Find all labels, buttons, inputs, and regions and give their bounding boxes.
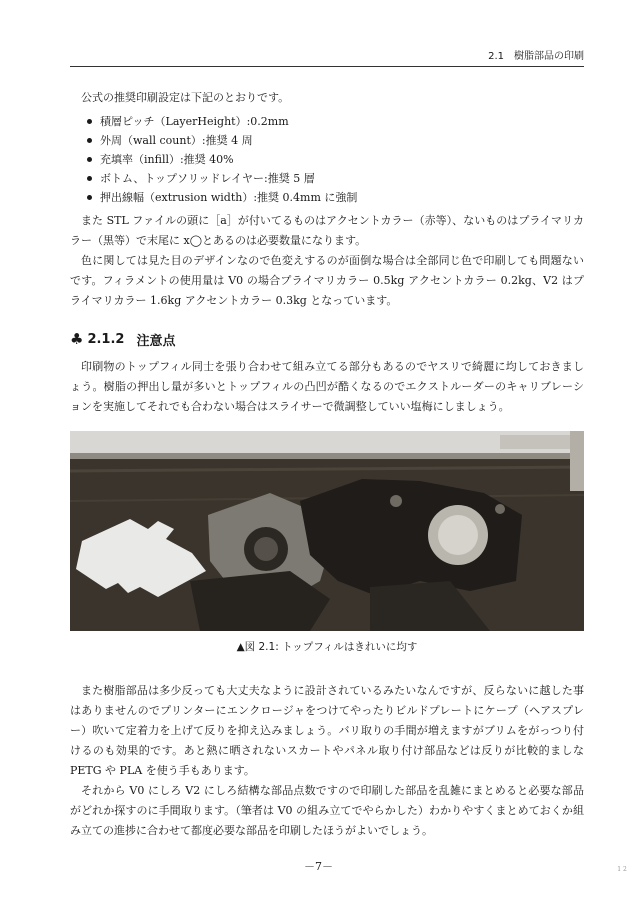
list-item: 外周（wall count）:推奨 4 周 — [86, 131, 584, 150]
paragraph-filament-usage: 色に関しては見た目のデザインなので色変えするのが面倒な場合は全部同じ色で印刷しても問題ないです。フィラメントの使用量は V0 の場合プライマリカラー 0.5kg アクセントカラー 0.2kg、V2 はプライマリカラー 1.6kg アクセントカラー 0.3kg となっています。 — [70, 254, 584, 307]
side-mark: 1 2 — [617, 866, 627, 873]
list-item: 積層ピッチ（LayerHeight）:0.2mm — [86, 112, 584, 131]
list-item: 押出線幅（extrusion width）:推奨 0.4mm に強制 — [86, 188, 584, 207]
section-heading — [70, 329, 584, 349]
paragraph-stl-naming: また STL ファイルの頭に［a］が付いてるものはアクセントカラー（赤等）、ないものはプライマリカラー（黒等）で末尾に x◯とあるのは必要数量になります。 — [70, 214, 584, 247]
paragraph-warping: また樹脂部品は多少反っても大丈夫なように設計されているみたいなんですが、反らないに越した事はありませんのでプリンターにエンクロージャをつけてやったりビルドプレートにケープ（ヘアスプレー）吹いて定着力を上げて反りを抑え込みましょう。バリ取りの手間が増えますがブリムをがっつり付けるのも効果的です。あと熱に晒されないスカートやパネル取り付け部品などは反りが比較的ましな PETG や PLA を使う手もあります。 — [70, 684, 584, 777]
club-icon: ♣ — [70, 330, 84, 348]
section-number: 2.1.2 — [87, 331, 125, 347]
figure-photo — [70, 431, 584, 631]
printed-parts-photo — [70, 431, 584, 631]
figure-caption: ▲図 2.1: トップフィルはきれいに均す — [236, 641, 418, 653]
running-header — [70, 46, 584, 67]
list-item: ボトム、トップソリッドレイヤー:推奨 5 層 — [86, 169, 584, 188]
section-title: 注意点 — [136, 333, 176, 349]
paragraph-organizing: それから V0 にしろ V2 にしろ結構な部品点数ですので印刷した部品を乱雑にまとめると必要な部品がどれか探すのに手間取ります。（筆者は V0 の組み立てでやらかした）わかりやすくまとめておくか組み立ての進捗に合わせて都度必要な部品を印刷したほうがよいでしょう。 — [70, 784, 584, 837]
running-title: 2.1 樹脂部品の印刷 — [488, 51, 584, 62]
settings-list — [70, 112, 584, 207]
list-item: 充填率（infill）:推奨 40% — [86, 150, 584, 169]
page-content — [70, 88, 584, 841]
page-number: －7－ — [304, 860, 333, 873]
intro-lead: 公式の推奨印刷設定は下記のとおりです。 — [81, 91, 290, 104]
paragraph-topfill: 印刷物のトップフィル同士を張り合わせて組み立てる部分もあるのでヤスリで綺麗に均しておきましょう。樹脂の押出し量が多いとトップフィルの凸凹が酷くなるのでエクストルーダーのキャリブレーションを実施してそれでも合わない場合はスライサーで微調整していい塩梅にしましょう。 — [70, 360, 584, 413]
